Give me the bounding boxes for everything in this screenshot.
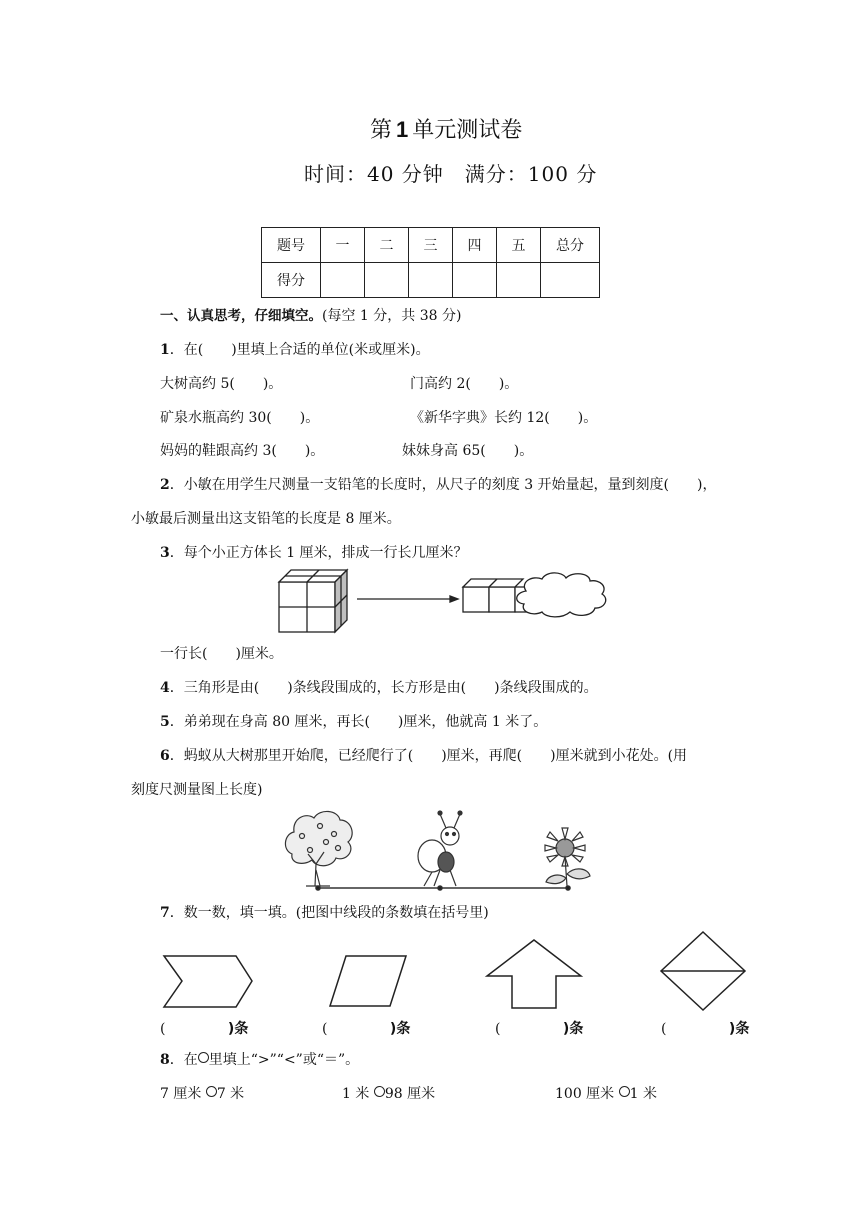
compare-circle-icon[interactable] — [206, 1086, 217, 1097]
compare-left: 1 米 — [342, 1086, 370, 1102]
question-number: 5 — [160, 714, 170, 730]
question-6-continued: 刻度尺测量图上长度) — [131, 782, 263, 798]
question-text: ．三角形是由( )条线段围成的，长方形是由( )条线段围成的。 — [169, 680, 598, 696]
question-text: ．蚂蚁从大树那里开始爬，已经爬行了( )厘米，再爬( )厘米就到小花处。(用 — [169, 748, 688, 764]
blank-open-paren: ( — [661, 1021, 667, 1037]
section-heading-title: 一、认真思考，仔细填空。 — [160, 308, 322, 324]
score-table-header-row — [262, 228, 600, 263]
blank-close-label: )条 — [562, 1021, 584, 1037]
score-cell: 三 — [409, 228, 453, 263]
question-2-continued: 小敏最后测量出这支铅笔的长度是 8 厘米。 — [131, 511, 401, 527]
shape-answer-blank[interactable] — [661, 1019, 749, 1039]
page-title — [370, 113, 522, 144]
score-input-cell[interactable] — [541, 263, 600, 298]
q1-item: 矿泉水瓶高约 30( )。 — [160, 410, 320, 426]
arrow-up-shape — [484, 938, 584, 1012]
q1-item: 大树高约 5( )。 — [160, 376, 283, 392]
compare-circle-icon[interactable] — [374, 1086, 385, 1097]
title-prefix: 第 — [370, 118, 393, 143]
title-number: 1 — [396, 117, 409, 142]
question-number: 3 — [160, 545, 170, 561]
question-text: ．弟弟现在身高 80 厘米，再长( )厘米，他就高 1 米了。 — [169, 714, 548, 730]
question-number: 8 — [160, 1052, 170, 1068]
question-1 — [160, 340, 430, 360]
q3-answer: 一行长( )厘米。 — [160, 646, 283, 662]
compare-right: 98 厘米 — [384, 1086, 436, 1102]
question-4 — [160, 678, 598, 698]
compare-right: 1 米 — [629, 1086, 657, 1102]
score-table-score-row — [262, 263, 600, 298]
blank-close-label: )条 — [728, 1021, 750, 1037]
score-input-cell[interactable] — [365, 263, 409, 298]
compare-left: 7 厘米 — [160, 1086, 202, 1102]
compare-item — [342, 1084, 435, 1104]
q1-item: 门高约 2( )。 — [410, 376, 519, 392]
compare-circle-icon[interactable] — [619, 1086, 630, 1097]
question-text: ．小敏在用学生尺测量一支铅笔的长度时，从尺子的刻度 3 开始量起，量到刻度( )， — [169, 477, 717, 493]
page-subtitle: 时间：40 分钟 满分：100 分 — [304, 162, 598, 186]
question-text: ．每个小正方体长 1 厘米，排成一行长几厘米？ — [169, 545, 468, 561]
score-input-cell[interactable] — [409, 263, 453, 298]
blank-open-paren: ( — [495, 1021, 501, 1037]
parallelogram-shape — [328, 950, 410, 1012]
ant-tree-flower-figure — [280, 806, 610, 894]
compare-left: 100 厘米 — [555, 1086, 615, 1102]
question-8 — [160, 1050, 359, 1070]
blank-close-label: )条 — [227, 1021, 249, 1037]
question-7 — [160, 903, 489, 923]
question-5 — [160, 712, 547, 732]
score-cell: 总分 — [541, 228, 600, 263]
question-2 — [160, 475, 716, 495]
shape-answer-blank[interactable] — [322, 1019, 410, 1039]
blank-open-paren: ( — [322, 1021, 328, 1037]
question-text-pre: ．在 — [169, 1052, 198, 1068]
q1-item: 妹妹身高 65( )。 — [402, 443, 534, 459]
question-text: ．数一数，填一填。(把图中线段的条数填在括号里) — [169, 905, 489, 921]
score-input-cell[interactable] — [453, 263, 497, 298]
question-3 — [160, 543, 468, 563]
cube-figure — [270, 565, 615, 640]
section-heading — [160, 306, 461, 326]
chevron-shape — [162, 950, 254, 1012]
question-text: ．在( )里填上合适的单位(米或厘米)。 — [169, 342, 430, 358]
q1-item: 妈妈的鞋跟高约 3( )。 — [160, 443, 325, 459]
question-number: 6 — [160, 748, 170, 764]
compare-circle-icon — [198, 1052, 209, 1063]
score-cell: 一 — [321, 228, 365, 263]
shape-answer-blank[interactable] — [160, 1019, 248, 1039]
question-number: 7 — [160, 905, 170, 921]
score-cell: 五 — [497, 228, 541, 263]
shape-answer-blank[interactable] — [495, 1019, 583, 1039]
rhombus-shape — [659, 930, 747, 1012]
question-number: 2 — [160, 477, 170, 493]
question-text-post: 里填上“>”“<”或“＝”。 — [208, 1052, 360, 1068]
score-cell: 四 — [453, 228, 497, 263]
score-cell: 题号 — [262, 228, 321, 263]
question-number: 1 — [160, 342, 170, 358]
score-input-cell[interactable] — [497, 263, 541, 298]
question-number: 4 — [160, 680, 170, 696]
section-heading-note: (每空 1 分，共 38 分) — [322, 308, 462, 324]
compare-item — [555, 1084, 657, 1104]
score-cell: 得分 — [262, 263, 321, 298]
question-6 — [160, 746, 687, 766]
compare-item — [160, 1084, 244, 1104]
blank-close-label: )条 — [389, 1021, 411, 1037]
score-input-cell[interactable] — [321, 263, 365, 298]
blank-open-paren: ( — [160, 1021, 166, 1037]
score-table — [261, 227, 600, 298]
compare-right: 7 米 — [216, 1086, 245, 1102]
q1-item: 《新华字典》长约 12( )。 — [410, 410, 598, 426]
title-suffix: 单元测试卷 — [412, 118, 523, 143]
score-cell: 二 — [365, 228, 409, 263]
